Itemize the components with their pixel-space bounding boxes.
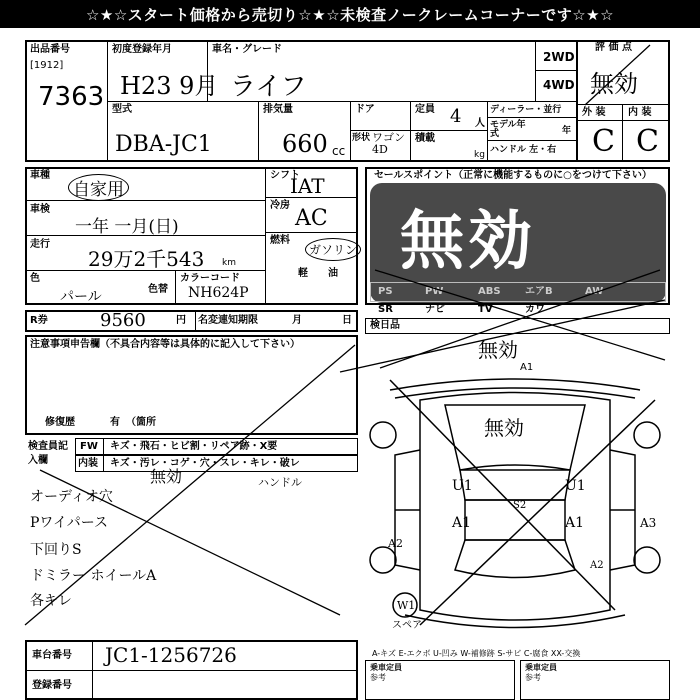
mark-a1-left: A1: [452, 515, 472, 531]
interior-value: C: [636, 124, 659, 159]
inspector-void-stamp: 無効: [150, 467, 183, 486]
equip-abs: ABS: [478, 286, 501, 297]
capacity-label: 定員: [415, 104, 435, 115]
inspector-label: 検査員記入欄: [28, 441, 68, 466]
spare-label: スペア: [392, 620, 422, 631]
hand-note-4: ドミラー ホイールA: [30, 568, 157, 584]
exterior-label: 外 装: [582, 107, 606, 118]
model-year-label: モデル年式: [490, 120, 526, 139]
hand-note-1: オーディオ穴: [30, 489, 113, 505]
recycle-label: R券: [30, 315, 48, 326]
plate-label: 登録番号: [32, 680, 72, 691]
sales-note-label: 検日品: [370, 320, 400, 331]
shift-value: IAT: [290, 174, 325, 198]
lot-number: 7363: [38, 82, 105, 112]
color-code-value: NH624P: [188, 285, 249, 301]
mark-a1-top: A1: [520, 362, 534, 373]
tax-day: 日: [342, 315, 352, 326]
legend: A-キズ E-エクボ U-凹み W-補修跡 S-サビ C-腐食 XX-交換: [372, 649, 581, 658]
capacity-value: 4: [450, 106, 462, 127]
sales-void-stamp: 無効: [478, 338, 518, 362]
hand-note-3: 下回りS: [30, 542, 82, 558]
color-code-label: カラーコード: [180, 273, 240, 284]
handle-label: ハンドル 左・右: [490, 145, 557, 155]
sales-label: セールスポイント（正常に機能するものに○をつけて下さい）: [374, 170, 652, 181]
ac-label: 冷房: [270, 200, 290, 211]
mileage-value: 29万2千543: [88, 247, 205, 271]
title-banner: ☆★☆スタート価格から売切り☆★☆未検査ノークレームコーナーです☆★☆: [0, 0, 700, 28]
displacement-unit: cc: [332, 144, 346, 158]
ride-sub-1: 参考: [370, 673, 386, 682]
repair-place: （箇所: [126, 417, 156, 428]
mark-a2-left: A2: [388, 537, 403, 550]
mark-a1-right: A1: [565, 515, 585, 531]
declaration-label: 注意事項申告欄（不具合内容等は具体的に記入して下さい）: [30, 339, 300, 350]
dealer-label: ディーラー・並行: [490, 105, 562, 115]
hand-note-5: 各キレ: [30, 593, 72, 609]
ride-label-1: 乗車定員: [370, 663, 402, 672]
fw-items: キズ・飛石・ヒビ割・リペア跡・X要: [110, 441, 278, 452]
interior-label-row: 内装: [78, 458, 98, 469]
name-label: 車名・グレード: [212, 44, 282, 55]
fuel-light: 軽: [298, 268, 308, 279]
ride-label-2: 乗車定員: [525, 663, 557, 672]
hand-note-2: Pワイパース: [30, 515, 109, 531]
recycle-value: 9560: [100, 310, 146, 331]
mark-u1-right: U1: [565, 478, 586, 494]
inspection-items-row: [365, 318, 670, 334]
shape-label: 形状: [352, 133, 371, 143]
equip-navi: ナビ: [425, 304, 445, 315]
name-value: ライフ: [230, 72, 307, 102]
repair-value: 有: [110, 417, 120, 428]
fuel-oil: 油: [328, 268, 338, 279]
fuel-label: 燃料: [270, 235, 290, 246]
color-label: 色: [30, 273, 40, 284]
model-year-unit: 年: [562, 126, 572, 136]
chassis-label: 車台番号: [32, 650, 72, 661]
color-flag-label: 色替: [148, 284, 168, 295]
displacement-value: 660: [282, 130, 328, 158]
mileage-label: 走行: [30, 239, 50, 250]
inspection-value: 一年 一月(日): [75, 217, 179, 237]
interior-label: 内 装: [628, 107, 652, 118]
void-stamp-large: 無効: [400, 204, 536, 279]
inspection-label: 車検: [30, 204, 50, 215]
mark-u1-left: U1: [452, 478, 473, 494]
type-label: 車種: [30, 170, 50, 181]
model-value: DBA-JC1: [115, 132, 212, 157]
shift-label: シフト: [270, 170, 300, 181]
lot-sub: [1912]: [30, 60, 64, 71]
lot-label: 出品番号: [30, 44, 70, 55]
eval-value: 無効: [590, 70, 638, 98]
loading-unit: kg: [474, 150, 485, 160]
repair-label: 修復歴: [45, 417, 75, 428]
equip-tv: TV: [478, 304, 493, 315]
diagram-void-stamp: 無効: [484, 416, 524, 440]
mark-a3: A3: [640, 516, 657, 530]
equip-ps: PS: [378, 286, 393, 297]
eval-label: 評 価 点: [595, 42, 632, 53]
exterior-value: C: [592, 124, 615, 159]
door-label: ドア: [355, 104, 375, 115]
fw-label: FW: [80, 441, 98, 452]
fuel-value: ガソリン: [305, 238, 361, 261]
shape-value: ワゴン 4D: [372, 131, 405, 156]
ride-sub-2: 参考: [525, 673, 541, 682]
equipment-grid: [370, 282, 666, 302]
equip-airbag: エアB: [525, 286, 553, 297]
drive-2wd: 2WD: [543, 50, 575, 64]
recycle-unit: 円: [176, 315, 186, 326]
tax-month: 月: [292, 315, 302, 326]
capacity-unit: 人: [475, 118, 485, 129]
equip-sr: SR: [378, 304, 393, 315]
handle-note: ハンドル: [258, 476, 302, 489]
ac-value: AC: [295, 206, 328, 231]
equip-leather: カワ: [525, 304, 545, 315]
tax-label: 名変連知期限: [198, 315, 258, 326]
equip-pw: PW: [425, 286, 444, 297]
displacement-label: 排気量: [263, 104, 293, 115]
interior-items: キズ・汚レ・コゲ・穴・スレ・キレ・破レ: [110, 458, 300, 469]
color-value: パール: [60, 289, 102, 305]
mark-a2-right: A2: [590, 560, 604, 571]
drive-4wd: 4WD: [543, 78, 575, 92]
type-value: 自家用: [68, 174, 129, 201]
first-reg-label: 初度登録年月: [112, 44, 172, 55]
first-reg-value: H23 9月: [120, 72, 219, 100]
loading-label: 積載: [415, 133, 435, 144]
mark-s2: S2: [513, 500, 527, 511]
model-label: 型式: [112, 104, 132, 115]
mark-w1: W1: [397, 599, 416, 612]
equip-aw: AW: [585, 286, 604, 297]
chassis-value: JC1-1256726: [105, 643, 237, 667]
mileage-unit: km: [222, 258, 236, 268]
recycle-row: [25, 310, 358, 332]
